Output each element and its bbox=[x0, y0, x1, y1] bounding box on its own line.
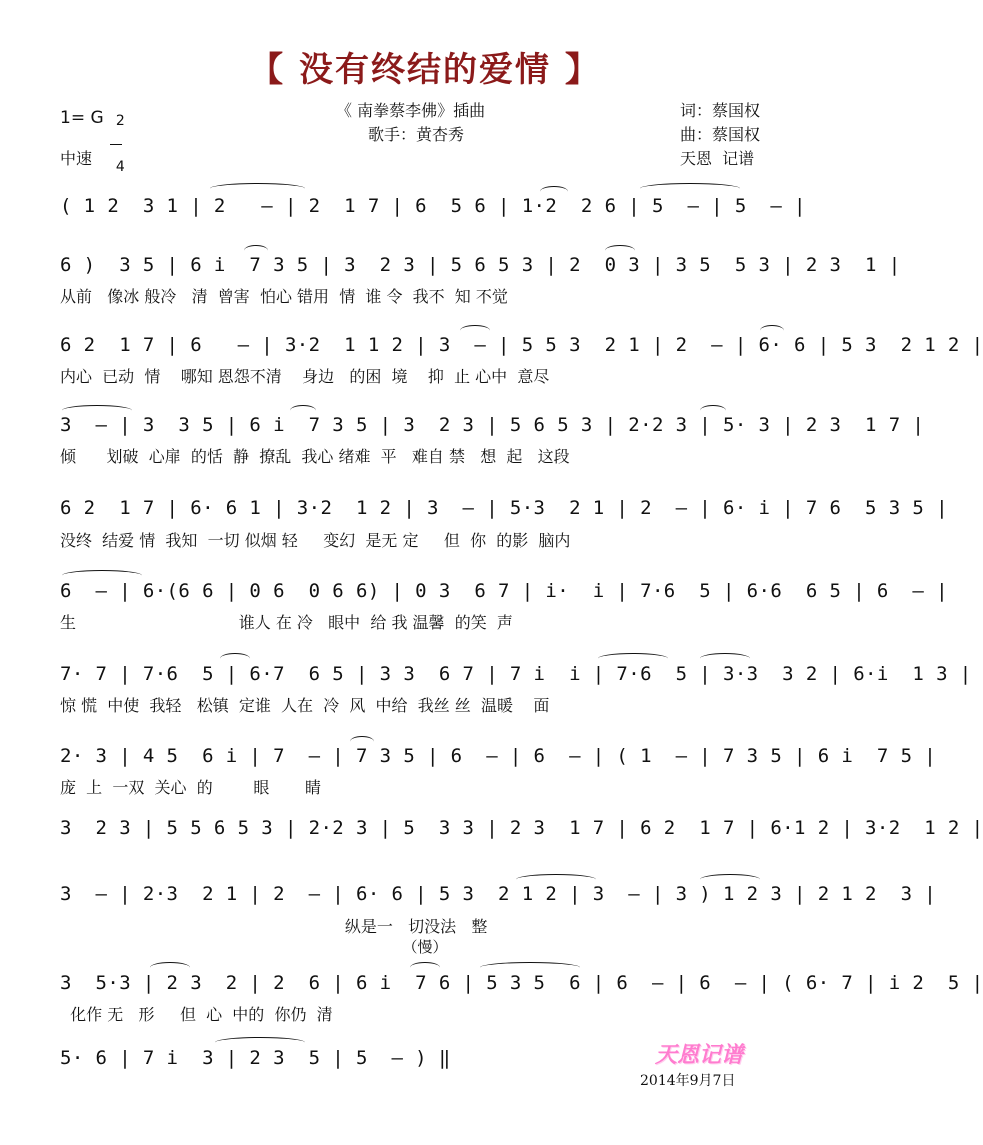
lyric-line-4: 倾 划破 心扉 的恬 静 撩乱 我心 绪难 平 难自 禁 想 起 这段 bbox=[60, 447, 570, 466]
lyric-line-11: 化作 无 形 但 心 中的 你仍 清 bbox=[60, 1005, 333, 1024]
slur-mark bbox=[150, 962, 190, 973]
slur-mark bbox=[62, 570, 142, 581]
score-line-4: 3 — | 3 3 5 | 6 i 7 3 5 | 3 2 3 | 5 6 5 3 | 2·2 3 | 5· 3 | 2 3 1 7 | bbox=[60, 414, 925, 436]
subtitle: 《 南拳蔡李佛》插曲 bbox=[336, 101, 486, 120]
score-line-11: 3 5·3 | 2 3 2 | 2 6 | 6 i 7 6 | 5 3 5 6 | 6 — | 6 — | ( 6· 7 | i 2 5 | bbox=[60, 972, 983, 994]
lyric-line-10: 纵是一 切没法 整 bbox=[60, 917, 488, 936]
performance-mark: （慢） bbox=[402, 938, 448, 956]
lyric-line-8: 庞 上 一双 关心 的 眼 睛 bbox=[60, 778, 321, 797]
page-title: 【 没有终结的爱情 】 bbox=[249, 50, 601, 90]
slur-mark bbox=[700, 874, 760, 885]
singer: 歌手：黄杏秀 bbox=[368, 125, 465, 144]
tempo-mark: 中速 bbox=[60, 149, 93, 168]
slur-mark bbox=[700, 405, 726, 416]
slur-mark bbox=[460, 325, 490, 336]
transcriber-stamp: 天恩记谱 bbox=[655, 1042, 744, 1068]
key-signature: 1= G bbox=[60, 108, 104, 128]
lyric-line-3: 内心 已动 情 哪知 恩怨不清 身边 的困 境 抑 止 心中 意尽 bbox=[60, 367, 550, 386]
lyric-line-5: 没终 结爱 情 我知 一切 似烟 轻 变幻 是无 定 但 你 的影 脑内 bbox=[60, 531, 571, 550]
time-signature-bottom: 4 bbox=[115, 159, 125, 175]
slur-mark bbox=[598, 653, 668, 664]
score-line-2: 6 ) 3 5 | 6 i 7 3 5 | 3 2 3 | 5 6 5 3 | 2 0 3 | 3 5 5 3 | 2 3 1 | bbox=[60, 254, 901, 276]
score-line-6: 6 — | 6·(6 6 | 0 6 0 6 6) | 0 3 6 7 | i· i | 7·6 5 | 6·6 6 5 | 6 — | bbox=[60, 580, 948, 602]
score-line-8: 2· 3 | 4 5 6 i | 7 — | 7 3 5 | 6 — | 6 — | ( 1 — | 7 3 5 | 6 i 7 5 | bbox=[60, 745, 937, 767]
slur-mark bbox=[640, 183, 740, 194]
slur-mark bbox=[760, 325, 784, 336]
lyric-line-6: 生 谁人 在 冷 眼中 给 我 温馨 的笑 声 bbox=[60, 613, 513, 632]
slur-mark bbox=[62, 405, 132, 416]
lyricist: 词：蔡国权 bbox=[680, 101, 761, 120]
slur-mark bbox=[480, 962, 580, 973]
slur-mark bbox=[516, 874, 596, 885]
slur-mark bbox=[605, 245, 635, 256]
slur-mark bbox=[244, 245, 268, 256]
score-line-5: 6 2 1 7 | 6· 6 1 | 3·2 1 2 | 3 — | 5·3 2 1 | 2 — | 6· i | 7 6 5 3 5 | bbox=[60, 497, 948, 519]
slur-mark bbox=[350, 736, 374, 747]
slur-mark bbox=[700, 653, 750, 664]
score-line-12: 5· 6 | 7 i 3 | 2 3 5 | 5 — ) ‖ bbox=[60, 1047, 451, 1069]
lyric-line-2: 从前 像冰 般冷 清 曾害 怕心 错用 情 谁 令 我不 知 不觉 bbox=[60, 287, 508, 306]
score-line-1: ( 1 2 3 1 | 2 — | 2 1 7 | 6 5 6 | 1·2 2 6 | 5 — | 5 — | bbox=[60, 195, 806, 217]
slur-mark bbox=[215, 1037, 305, 1048]
transcription-date: 2014年9月7日 bbox=[640, 1073, 736, 1089]
score-line-3: 6 2 1 7 | 6 — | 3·2 1 1 2 | 3 — | 5 5 3 2 1 | 2 — | 6· 6 | 5 3 2 1 2 | bbox=[60, 334, 983, 356]
time-signature-top: 2 bbox=[115, 113, 125, 129]
slur-mark bbox=[210, 183, 305, 194]
transcriber: 天恩 记谱 bbox=[680, 149, 755, 168]
time-signature bbox=[107, 99, 125, 175]
slur-mark bbox=[290, 405, 316, 416]
score-line-10: 3 — | 2·3 2 1 | 2 — | 6· 6 | 5 3 2 1 2 | 3 — | 3 ) 1 2 3 | 2 1 2 3 | bbox=[60, 883, 937, 905]
slur-mark bbox=[220, 653, 250, 664]
slur-mark bbox=[410, 962, 440, 973]
slur-mark bbox=[540, 186, 568, 197]
lyric-line-7: 惊 慌 中使 我轻 松镇 定谁 人在 冷 风 中给 我丝 丝 温暖 面 bbox=[60, 696, 550, 715]
score-line-7: 7· 7 | 7·6 5 | 6·7 6 5 | 3 3 6 7 | 7 i i | 7·6 5 | 3·3 3 2 | 6·i 1 3 | bbox=[60, 663, 972, 685]
score-line-9: 3 2 3 | 5 5 6 5 3 | 2·2 3 | 5 3 3 | 2 3 1 7 | 6 2 1 7 | 6·1 2 | 3·2 1 2 | bbox=[60, 817, 983, 839]
composer: 曲：蔡国权 bbox=[680, 125, 761, 144]
